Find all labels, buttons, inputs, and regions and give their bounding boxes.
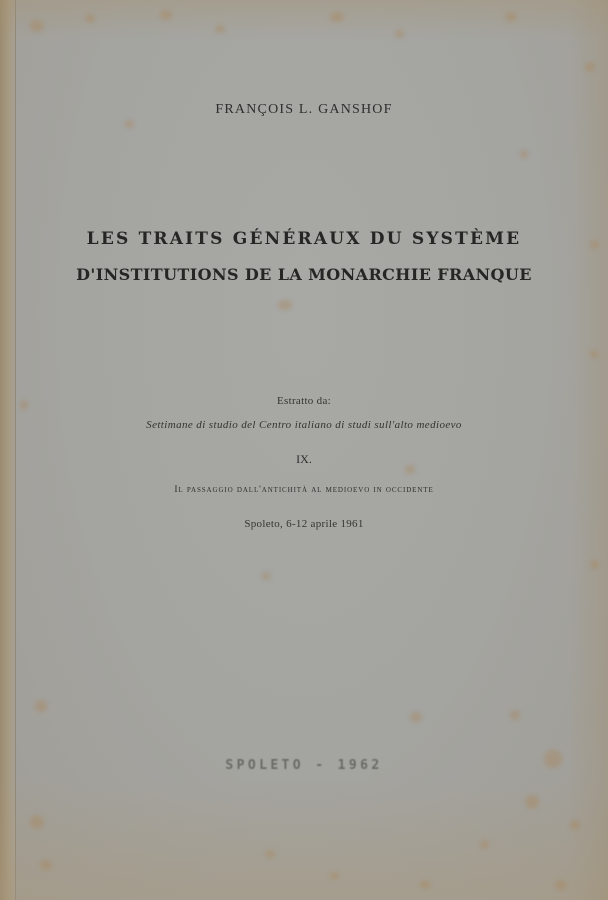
- author-name: FRANÇOIS L. GANSHOF: [215, 102, 393, 117]
- extract-label: Estratto da:: [276, 395, 331, 407]
- title-line-1: LES TRAITS GÉNÉRAUX DU SYSTÈME: [86, 229, 522, 249]
- source-publication: Settimane di studio del Centro italiano di studi sull'alto medioevo: [146, 419, 462, 431]
- conference-place-date: Spoleto, 6-12 aprile 1961: [244, 518, 364, 530]
- imprint-place-year: SPOLETO - 1962: [225, 758, 383, 773]
- volume-number: IX.: [296, 452, 312, 466]
- title-line-2: D'INSTITUTIONS DE LA MONARCHIE FRANQUE: [76, 265, 532, 284]
- volume-subtitle: Il passaggio dall'antichità al medioevo in occidente: [174, 485, 434, 495]
- bottom-edge-discoloration: [0, 780, 608, 900]
